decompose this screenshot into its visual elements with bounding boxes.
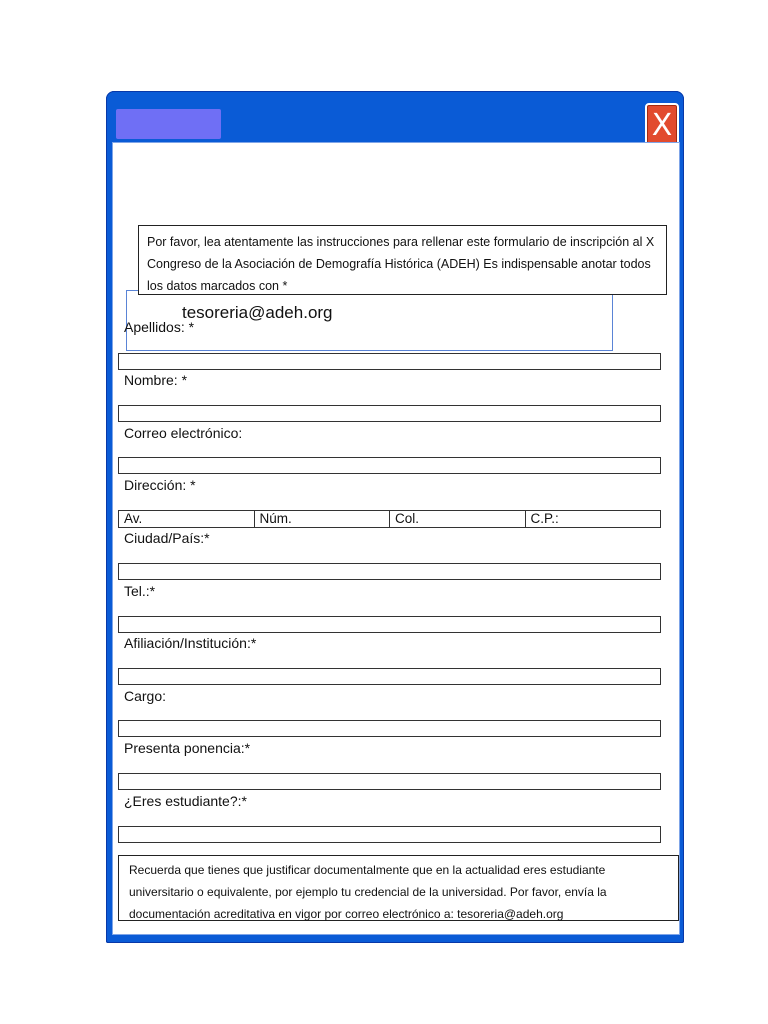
ciudad-label: Ciudad/País:*	[124, 530, 210, 546]
address-av-field[interactable]: Av.	[119, 511, 255, 527]
afiliacion-label: Afiliación/Institución:*	[124, 635, 257, 651]
address-num-field[interactable]: Núm.	[255, 511, 391, 527]
instructions-box: Por favor, lea atentamente las instrucciones para rellenar este formulario de inscripción al X Congreso de la Asociación de Demografía Histórica (ADEH) Es indispensable anotar todos los datos marcados con *	[138, 225, 667, 295]
nombre-label: Nombre: *	[124, 372, 188, 388]
tel-label: Tel.:*	[124, 583, 156, 599]
afiliacion-input[interactable]	[118, 668, 661, 685]
nombre-input[interactable]	[118, 405, 661, 422]
student-note: Recuerda que tienes que justificar documentalmente que en la actualidad eres estudiante universitario o equivalente, por ejemplo tu credencial de la universidad. Por favor, envía la documentación acreditativa en vigor por correo electrónico a: tesoreria@adeh.org	[118, 855, 679, 921]
ciudad-input[interactable]	[118, 563, 661, 580]
email-display	[126, 290, 613, 351]
close-button[interactable]	[645, 103, 679, 147]
email-text: tesoreria@adeh.org	[182, 303, 333, 322]
correo-label: Correo electrónico:	[124, 425, 243, 441]
address-cp-field[interactable]: C.P.:	[530, 511, 559, 526]
cargo-input[interactable]	[118, 720, 661, 737]
tel-input[interactable]	[118, 616, 661, 633]
direccion-label: Dirección: *	[124, 477, 196, 493]
cargo-label: Cargo:	[124, 688, 167, 704]
apellidos-input[interactable]	[118, 353, 661, 370]
ponencia-input[interactable]	[118, 773, 661, 790]
address-row	[118, 510, 661, 528]
correo-input[interactable]	[118, 457, 661, 474]
estudiante-label: ¿Eres estudiante?:*	[124, 793, 247, 809]
apellidos-label: Apellidos: *	[124, 319, 195, 335]
address-col-field[interactable]: Col.	[390, 511, 526, 527]
title-badge	[116, 109, 221, 139]
ponencia-label: Presenta ponencia:*	[124, 740, 251, 756]
estudiante-input[interactable]	[118, 826, 661, 843]
close-icon: X	[651, 107, 673, 143]
